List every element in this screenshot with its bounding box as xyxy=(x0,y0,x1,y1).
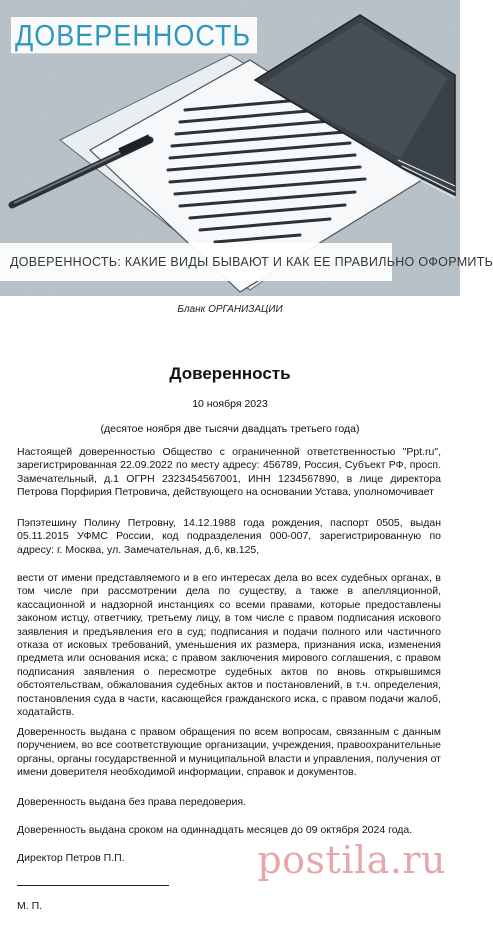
signatory: Директор Петров П.П. xyxy=(17,852,125,864)
document-date: 10 ноября 2023 xyxy=(192,398,268,410)
seal-place: М. П. xyxy=(17,900,43,912)
paragraph-no-substitution: Доверенность выдана без права передоверия. xyxy=(17,796,246,808)
banner-subtitle: ДОВЕРЕННОСТЬ: КАКИЕ ВИДЫ БЫВАЮТ И КАК ЕЕ ПРАВИЛЬНО ОФОРМИТЬ xyxy=(0,243,392,281)
letterhead: Бланк ОРГАНИЗАЦИИ xyxy=(177,304,283,315)
paragraph-principal: Настоящей доверенностью Общество с ограниченной ответственностью "Ppt.ru", зарегистрированная 22.09.2022 по месту адресу: 456789, Россия, Субъект РФ, просп. Замечательный, д.1 ОГРН 2323454567001, ИНН 1234567890, в лице директора Петрова Порфирия Петровича, действующего на основании Устава, уполномочивает xyxy=(17,446,441,499)
document-title: Доверенность xyxy=(169,364,291,383)
paragraph-term: Доверенность выдана сроком на одиннадцать месяцев до 09 октября 2024 года. xyxy=(17,824,413,836)
banner-image xyxy=(0,0,493,296)
paragraph-powers: вести от имени представляемого и в его интересах дела во всех судебных органах, в том числе при рассмотрении дела по существу, а также в апелляционной, кассационной и надзорной инстанциях со всеми правами, которые предоставлены законом истцу, ответчику, третьему лицу, в том числе с правом подписания искового заявления и предъявления его в суд; подписания и подачи полного или частичного отказа от исковых требований, уменьшения их размера, признания иска, изменения предмета или основания иска; с правом заключения мирового соглашения, с правом подписания заявления о пересмотре судебных актов по вновь открывшимся обстоятельствам, обжалования судебных актов и постановлений, в т.ч. определения, постановления суда в части, касающейся гражданского иска, с правом подачи жалоб, ходатайств. xyxy=(17,572,441,719)
watermark: postila.ru xyxy=(257,838,446,882)
signature-line xyxy=(17,885,169,886)
banner-title: ДОВЕРЕННОСТЬ xyxy=(11,17,257,53)
document-date-words: (десятое ноября две тысячи двадцать третьего года) xyxy=(100,423,360,435)
paragraph-agent: Пэпэтешину Полину Петровну, 14.12.1988 года рождения, паспорт 0505, выдан 05.11.2015 УФМС России, код подразделения 000-007, зарегистрированную по адресу: г. Москва, ул. Замечательная, д.6, кв.125, xyxy=(17,517,441,556)
paragraph-scope: Доверенность выдана с правом обращения по всем вопросам, связанным с данным поручением, во все соответствующие организации, учреждения, правоохранительные органы, органы государственной и муниципальной власти и управления, получения от имени доверителя необходимой информации, справок и документов. xyxy=(17,726,441,779)
document-body xyxy=(0,296,460,928)
